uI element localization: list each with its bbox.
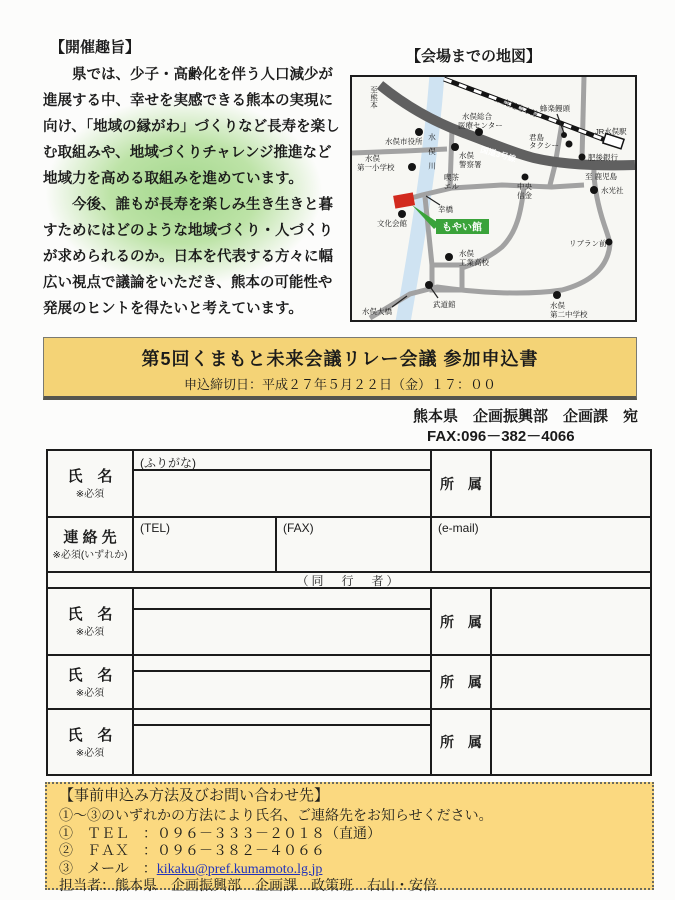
map-label-junior-high-2: 第二中学校 — [550, 310, 588, 319]
map-label-minamata-bridge: 水俣大橋 — [362, 307, 392, 316]
purpose-text-block — [40, 60, 346, 324]
companion-required-note: ※必須 — [75, 627, 105, 639]
companion-name-label-cell — [48, 656, 132, 708]
fax-write-area: (FAX) — [275, 518, 430, 571]
map-label-tech-school-2: 工業高校 — [459, 258, 489, 267]
form-title: 第5回くまもと未来会議リレー会議 参加申込書 — [141, 349, 539, 369]
map-label-river: 水俣川 — [427, 133, 437, 177]
map-label-budokan: 武道館 — [433, 300, 456, 309]
map-label-chuo-shinkin-1: 中央 — [517, 182, 532, 191]
addressee-block — [413, 407, 638, 447]
map-label-bunka-kaikan: 文化会館 — [377, 219, 407, 228]
companion-furigana-area — [134, 589, 430, 610]
map-label-higo-bank: 肥後銀行 — [588, 153, 618, 162]
name-label: 氏 名 — [67, 468, 113, 486]
map-label-elementary-1: 水俣 — [365, 154, 380, 163]
map-label-cafe-1: 喫茶 — [444, 173, 459, 182]
application-table — [46, 449, 652, 776]
addressee-line: 熊本県 企画振興部 企画課 宛 — [413, 408, 639, 425]
companion-name-label-cell — [48, 589, 132, 654]
contact-required-note: ※必須(いずれか) — [52, 550, 128, 562]
companion-section-header-row — [48, 571, 650, 587]
companion-name-label: 氏 名 — [67, 666, 113, 684]
form-deadline: 申込締切日：平成２７年５月２２日（金）１７：００ — [183, 377, 496, 392]
map-label-moyaikan: もやい館 — [442, 222, 482, 234]
map-label-cafe-2: エル — [444, 182, 459, 191]
companion-affiliation-write-area — [490, 710, 650, 774]
map-label-horaku-manju: 蜂楽饅頭 — [540, 104, 570, 113]
inquiry-heading: 【事前申込み方法及びお問い合わせ先】 — [59, 788, 330, 804]
companion-affiliation-label-cell: 所 属 — [430, 710, 490, 774]
companion-affiliation-label-cell: 所 属 — [430, 589, 490, 654]
map-heading: 【会場までの地図】 — [406, 48, 542, 65]
companion-name-input-cell — [132, 710, 430, 774]
tel-write-area: (TEL) — [132, 518, 275, 571]
purpose-heading: 【開催趣旨】 — [50, 39, 141, 56]
map-label-tech-school-1: 水俣 — [459, 249, 474, 258]
map-label-saiwai-bridge: 幸橋 — [438, 205, 453, 214]
companion-row — [48, 654, 650, 708]
map-label-jr-minamata-station: JR水俣駅 — [595, 127, 627, 136]
companion-name-label: 氏 名 — [67, 726, 113, 744]
inquiry-contact-person: 担当者：熊本県 企画振興部 企画課 政策班 右山・安倍 — [59, 879, 437, 894]
companion-furigana-area — [134, 656, 430, 672]
companion-furigana-area — [134, 710, 430, 726]
map-label-libran: リブラン前 — [569, 239, 607, 248]
map-label-to-kumamoto: 至熊本 — [369, 86, 379, 109]
companion-affiliation-write-area — [490, 589, 650, 654]
map-label-med-center-2: 医療センター — [458, 121, 503, 130]
map-label-chuo-shinkin-2: 信金 — [517, 191, 532, 200]
affiliation-label-cell: 所 属 — [430, 451, 490, 516]
companion-affiliation-label-cell: 所 属 — [430, 656, 490, 708]
name-label-cell — [48, 451, 132, 516]
companion-required-note: ※必須 — [75, 687, 105, 699]
map-label-to-kagoshima: 至 鹿児島 — [585, 172, 618, 181]
companion-section-header: （同 行 者） — [296, 573, 402, 588]
email-link[interactable]: kikaku@pref.kumamoto.lg.jp — [156, 861, 323, 877]
map-label-kimijima-2: タクシー — [529, 141, 559, 150]
map-label-suikosha: 水光社 — [601, 186, 624, 195]
companion-row — [48, 587, 650, 654]
map-label-elementary-2: 第一小学校 — [357, 163, 395, 172]
contact-row — [48, 516, 650, 571]
map-label-police-2: 警察署 — [459, 160, 482, 169]
companion-name-label-cell — [48, 710, 132, 774]
inquiry-tel-line: ① ＴＥＬ ：０９６－３３３－２０１８（直通） — [59, 826, 381, 842]
title-banner — [43, 337, 637, 400]
inquiry-fax-line: ② ＦＡＸ ：０９６－３８２－４０６６ — [59, 844, 325, 859]
contact-label: 連 絡 先 — [63, 529, 117, 547]
inquiry-mail-prefix: ③ メール ： — [59, 861, 157, 877]
companion-name-input-cell — [132, 589, 430, 654]
email-write-area: (e-mail) — [430, 518, 650, 571]
furigana-label: (ふりがな) — [134, 451, 430, 471]
map-label-city-hall: 水俣市役所 — [385, 137, 423, 146]
applicant-name-row — [48, 451, 650, 516]
map-label-junior-high-1: 水俣 — [550, 301, 565, 310]
map-label-med-center-1: 水俣総合 — [462, 112, 492, 121]
venue-marker-red — [393, 192, 415, 208]
map-label-police-1: 水俣 — [459, 151, 474, 160]
required-note: ※必須 — [75, 489, 105, 501]
companion-name-input-cell — [132, 656, 430, 708]
venue-map — [350, 75, 637, 322]
inquiry-box — [45, 782, 654, 894]
companion-affiliation-write-area — [490, 656, 650, 708]
map-label-route3: 国道3号線 — [479, 145, 517, 164]
map-label-jr-line: JR鹿児島本線 — [492, 94, 540, 120]
addressee-fax-number: FAX:096－382－4066 — [427, 428, 575, 445]
inquiry-mail-line — [59, 861, 640, 879]
purpose-paragraph-2: 今後、誰もが長寿を楽しみ生き生きと暮すためにはどのような地域づくり・人づくりが求められるのか。日本を代表する方々に幅広い視点で議論をいただき、熊本の可能性や発展のヒントを得たいと考えています。 — [43, 197, 333, 317]
affiliation-write-area — [490, 451, 650, 516]
name-input-cell — [132, 451, 430, 516]
map-label-kimijima-1: 君島 — [529, 133, 544, 142]
purpose-paragraph-1: 県では、少子・高齢化を伴う人口減少が進展する中、幸せを実感できる熊本の実現に向け、「地域の縁がわ」づくりなど長寿を楽しむ取組みや、地域づくりチャレンジ推進など地域力を高める取組みを進めています。 — [43, 67, 340, 187]
companion-name-label: 氏 名 — [67, 606, 113, 624]
inquiry-intro: ①～③のいずれかの方法により氏名、ご連絡先をお知らせください。 — [59, 809, 493, 824]
contact-label-cell — [48, 518, 132, 571]
companion-required-note: ※必須 — [75, 747, 105, 759]
companion-row — [48, 708, 650, 774]
